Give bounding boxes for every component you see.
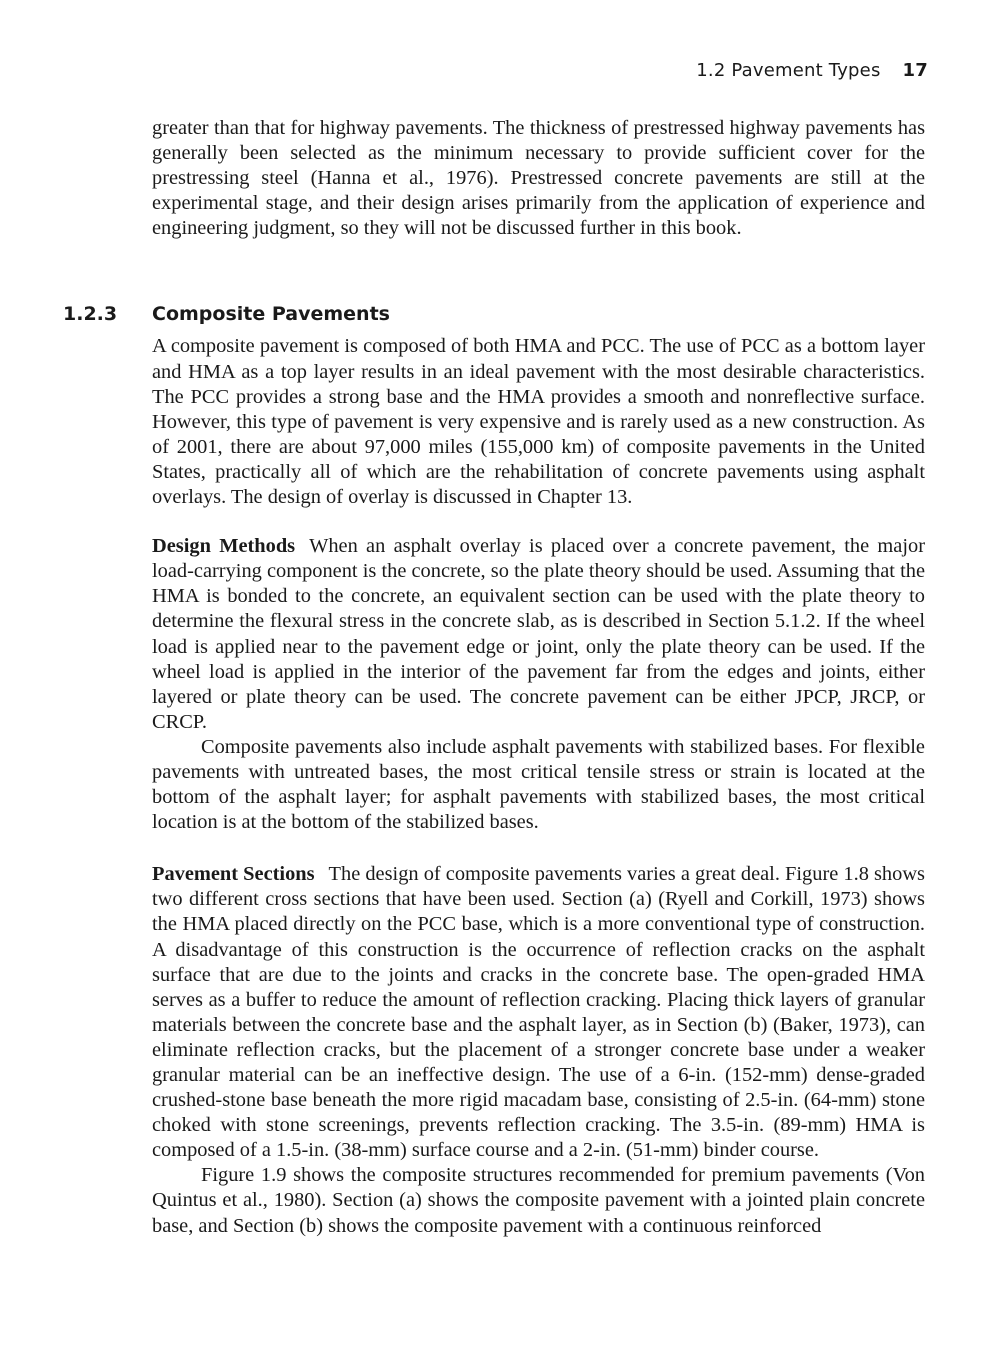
run-in-heading-pavement-sections: Pavement Sections: [152, 863, 315, 886]
paragraph-figure-1-9: Figure 1.9 shows the composite structures recommended for premium pavements (Von Quintus et al., 1980). Section (a) shows the composite pavement with a jointed plain concrete base, and Section (b) shows the composite pavement with a continuous reinforced: [152, 1164, 925, 1237]
paragraph-pavement-sections: [152, 862, 925, 1163]
page-number: 17: [902, 60, 928, 81]
paragraph-composite-bases: Composite pavements also include asphalt pavements with stabilized bases. For flexible pavements with untreated bases, the most critical tensile stress or strain is located at the bottom of the asphalt layer; for asphalt pavements with stabilized bases, the most critical location is at the bottom of the stabilized bases.: [152, 735, 925, 834]
paragraph-composite-intro: A composite pavement is composed of both HMA and PCC. The use of PCC as a bottom layer and HMA as a top layer results in an ideal pavement with the most desirable characteristics. The PCC provides a strong base and the HMA provides a smooth and nonreflective surface. However, this type of pavement is very expensive and is rarely used as a new construction. As of 2001, there are about 97,000 miles (155,000 km) of composite pavements in the United States, practically all of which are the rehabilitation of concrete pavements using asphalt overlays. The design of overlay is discussed in Chapter 13.: [152, 335, 925, 509]
design-methods-text: When an asphalt overlay is placed over a concrete pavement, the major load-carrying component is the concrete, so the plate theory should be used. Assuming that the HMA is bonded to the concrete, an equivalent section can be used with the plate theory to determine the flexural stress in the concrete slab, as is described in Section 5.1.2. If the wheel load is applied near to the pavement edge or joint, only the plate theory can be used. If the wheel load is applied in the interior of the pavement far from the edges and joints, either layered or plate theory can be used. The concrete pavement can be either JPCP, JRCP, or CRCP.: [152, 535, 925, 733]
running-head: [696, 60, 928, 81]
running-head-title: 1.2 Pavement Types: [696, 60, 881, 81]
pavement-sections-text: The design of composite pavements varies a great deal. Figure 1.8 shows two different cross sections that have been used. Section (a) (Ryell and Corkill, 1973) shows the HMA placed directly on the PCC base, which is a more conventional type of construction. A disadvantage of this construction is the occurrence of reflection cracks on the asphalt surface that are due to the joints and cracks in the concrete base. The open-graded HMA serves as a buffer to reduce the amount of reflection cracking. Placing thick layers of granular materials between the concrete base and the asphalt layer, as in Section (b) (Baker, 1973), can eliminate reflection cracks, but the placement of a stronger concrete base under a weaker granular material can be an ineffective design. The use of a 6-in. (152-mm) dense-graded crushed-stone base beneath the more rigid macadam base, consisting of 2.5-in. (64-mm) stone choked with stone screenings, prevents reflection cracking. The 3.5-in. (89-mm) HMA is composed of a 1.5-in. (38-mm) surface course and a 2-in. (51-mm) binder course.: [152, 863, 925, 1162]
paragraph-design-methods: [152, 534, 925, 735]
run-in-heading-design-methods: Design Methods: [152, 535, 296, 558]
paragraph-prestressed: greater than that for highway pavements. The thickness of prestressed highway pavements has generally been selected as the minimum necessary to provide sufficient cover for the prestressing steel (Hanna et al., 1976). Prestressed concrete pavements are still at the experimental stage, and their design arises primarily from the application of experience and engineering judgment, so they will not be discussed further in this book.: [152, 117, 925, 240]
section-title: Composite Pavements: [152, 303, 390, 325]
body-text: [152, 116, 925, 1239]
section-number: 1.2.3: [63, 303, 118, 325]
